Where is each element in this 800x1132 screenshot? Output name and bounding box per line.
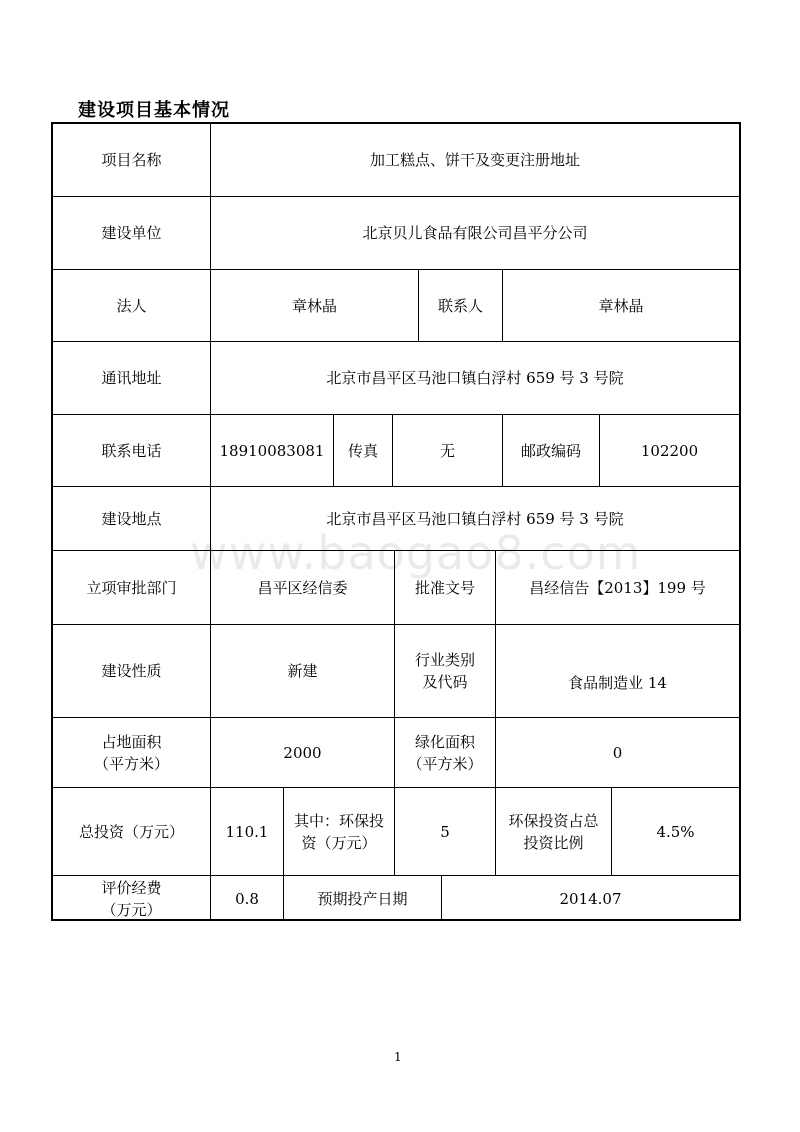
area-value: 2000 <box>210 718 394 787</box>
env-investment-value: 5 <box>394 788 495 875</box>
section-title: 建设项目基本情况 <box>78 100 230 121</box>
row-site <box>53 487 739 551</box>
green-area-value: 0 <box>495 718 739 787</box>
row-investment <box>53 788 739 876</box>
investment-value: 110.1 <box>210 788 283 875</box>
approval-value: 昌平区经信委 <box>210 551 394 624</box>
approval-label: 立项审批部门 <box>86 578 177 597</box>
env-ratio-value: 4.5% <box>611 788 739 875</box>
site-label: 建设地点 <box>101 509 162 528</box>
eval-cost-label: 评价经费 （万元） <box>101 878 162 919</box>
contact-label: 联系人 <box>418 270 502 341</box>
row-phone <box>53 415 739 487</box>
legal-value: 章林晶 <box>210 270 418 341</box>
row-eval <box>53 876 739 921</box>
green-area-label: 绿化面积 （平方米） <box>394 718 495 787</box>
project-name-label: 项目名称 <box>101 151 162 169</box>
address-label: 通讯地址 <box>101 369 162 387</box>
nature-label: 建设性质 <box>101 662 162 680</box>
industry-value: 食品制造业 14 <box>495 625 739 717</box>
row-area <box>53 718 739 788</box>
industry-label: 行业类别 及代码 <box>394 625 495 717</box>
unit-label: 建设单位 <box>101 224 162 242</box>
contact-value: 章林晶 <box>502 270 739 341</box>
production-date-value: 2014.07 <box>441 876 739 921</box>
env-investment-label: 其中：环保投 资（万元） <box>283 788 394 875</box>
watermark-text: www.baogao8.com <box>190 526 642 580</box>
address-value: 北京市昌平区马池口镇白浮村 659 号 3 号院 <box>210 342 739 414</box>
site-value: 北京市昌平区马池口镇白浮村 659 号 3 号院 <box>210 487 739 550</box>
phone-label: 联系电话 <box>101 441 162 460</box>
doc-number-value: 昌经信告【2013】199 号 <box>495 551 739 624</box>
unit-value: 北京贝儿食品有限公司昌平分公司 <box>210 197 739 269</box>
fax-value: 无 <box>392 415 502 486</box>
row-legal <box>53 270 739 342</box>
row-unit <box>53 197 739 270</box>
fax-label: 传真 <box>333 415 392 486</box>
doc-number-label: 批准文号 <box>394 551 495 624</box>
page-number: 1 <box>394 1050 402 1064</box>
row-approval <box>53 551 739 625</box>
phone-value: 18910083081 <box>210 415 333 486</box>
production-date-label: 预期投产日期 <box>283 876 441 921</box>
project-info-table <box>51 122 741 921</box>
eval-cost-value: 0.8 <box>210 876 283 921</box>
row-nature <box>53 625 739 718</box>
postcode-label: 邮政编码 <box>502 415 599 486</box>
area-label: 占地面积 （平方米） <box>93 732 169 773</box>
postcode-value: 102200 <box>599 415 739 486</box>
investment-label: 总投资（万元） <box>78 822 184 841</box>
row-project-name <box>53 124 739 197</box>
env-ratio-label: 环保投资占总 投资比例 <box>495 788 611 875</box>
legal-label: 法人 <box>116 296 147 315</box>
nature-value: 新建 <box>210 625 394 717</box>
row-address <box>53 342 739 415</box>
project-name-value: 加工糕点、饼干及变更注册地址 <box>210 124 739 196</box>
